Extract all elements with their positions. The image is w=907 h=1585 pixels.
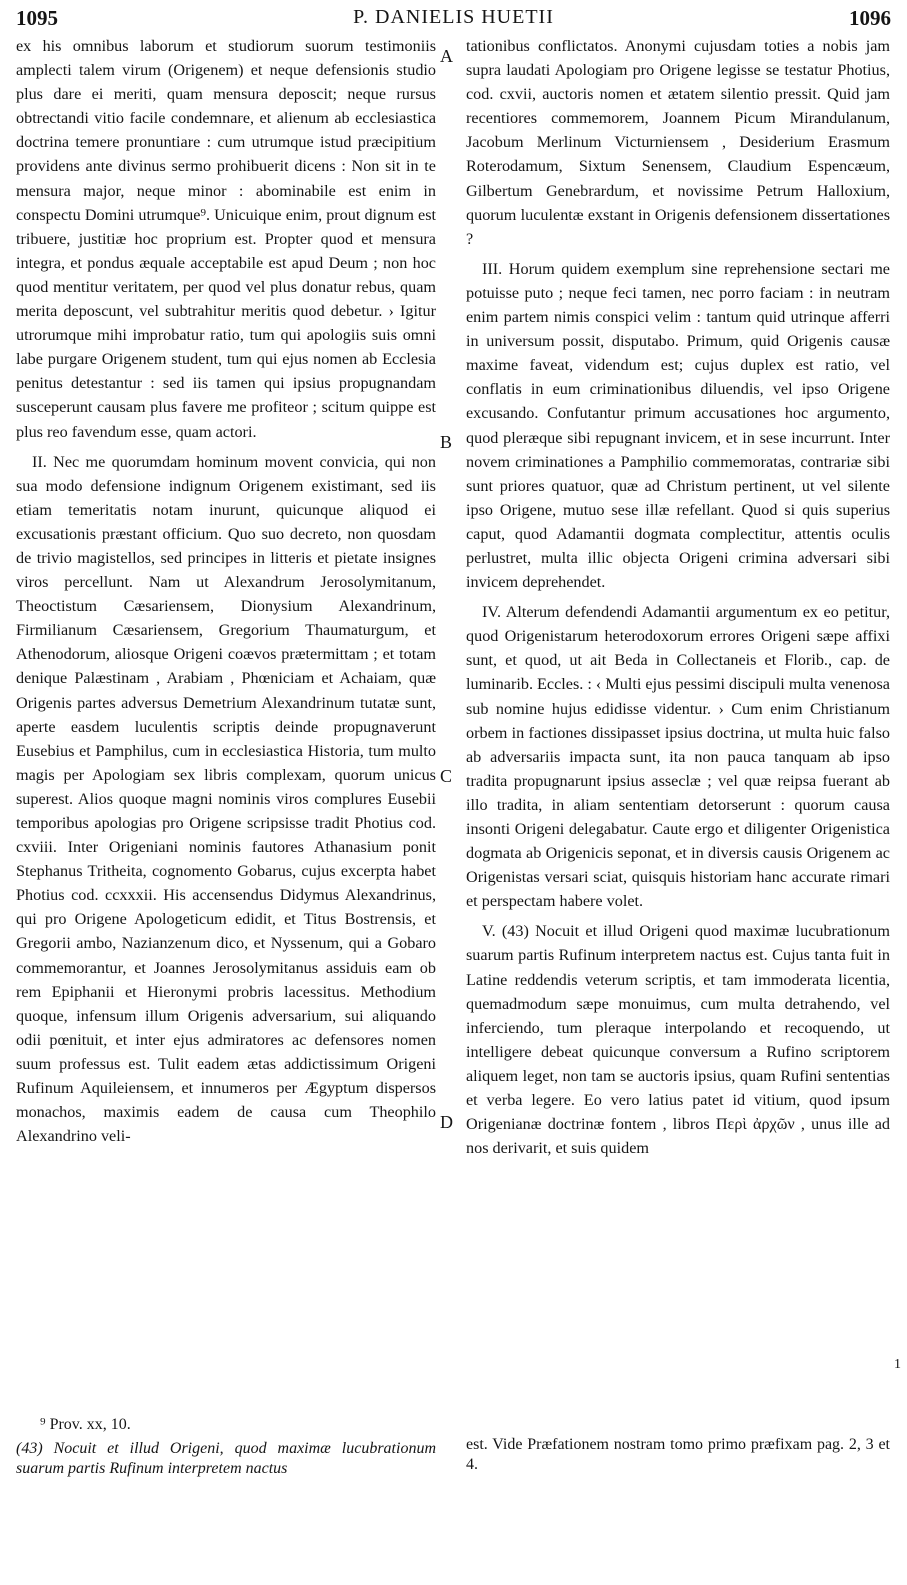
footnotes-right xyxy=(466,1435,890,1479)
page-number-right: 1096 xyxy=(849,6,891,30)
page-header xyxy=(16,4,891,34)
margin-letter-b: B xyxy=(440,432,453,452)
right-column xyxy=(466,34,890,1166)
margin-letter-c: C xyxy=(440,766,453,786)
footnotes-left xyxy=(16,1415,436,1483)
paragraph-left-2: II. Nec me quorumdam hominum movent convicia, qui non sua modo defensione indignum Origenem existimant, sed iis etiam temeritatis notam inurunt, quicunque aliquod ei excusationis præstant officium. Quo suo decreto, non quosdam de trivio magistellos, sed principes in litteris et pietate insignes viros percellunt. Nam ut Alexandrum Jerosolymitanum, Theoctistum Cæsariensem, Dionysium Alexandrinum, Firmilianum Cæsariensem, Gregorium Thaumaturgum, et Athenodorum, aliosque Origeni coævos prætermittam ; et totam denique Palæstinam , Arabiam , Phœniciam et Achaiam, quæ Origenis partes adversus Demetrium Alexandrinum tutatæ sunt, aperte easdem luculentis scriptis deinde propugnaverunt Eusebius et Pamphilus, cum in ecclesiastica Historia, tum multo magis per Apologiam sex libris complexam, quorum unicus superest. Alios quoque magni nominis viros complures Eusebii temporibus apologias pro Origene scripsisse tradit Photius cod. cxviii. Inter Origeniani nominis fautores Athanasium ponit Stephanus Tritheita, cognomento Gobarus, cujus excerpta habet Photius cod. ccxxxii. His accensendus Didymus Alexandrinus, qui pro Origene Apologeticum edidit, et Titus Bostrensis, et Gregorii ambo, Nazianzenum dico, et Nyssenum, qui a Gobaro commemorantur, et Joannes Jerosolymitanus assiduis eam ob rem Epiphanii et Hieronymi probris lacessitus. Methodium quoque, infensum illum Origenis adversarium, sui aliquando odii pœnituit, et inter ejus admiratores ac defensores nomen suum professus est. Tulit eadem ætas addictissimum Origeni Rufinum Aquileiensem, et innumeros per Ægyptum dispersos monachos, maximis eadem de causa cum Theophilo Alexandrino veli- xyxy=(16,452,436,1146)
left-column xyxy=(16,34,436,1154)
footnote-ref-9: ⁹ Prov. xx, 10. xyxy=(40,1416,131,1433)
paragraph-left-1: ex his omnibus laborum et studiorum suorum testimoniis amplecti talem virum (Origenem) et neque defensionis studio plus dare ei meriti, quam mensura deposcit; neque rursus obtrectandi vitio facile condemnare, et alienum ab ecclesiastica doctrina temere pronuntiare : cum utrumque istud præcipitium providens ante divinus sermo prohibuerit dicens : Non sit in te mensura major, neque minor : abominabile est enim in conspectu Domini utrumque⁹. Unicuique enim, prout dignum est tribuere, justitiæ hoc proprium est. Propter quod et mensura integra, et pondus æquale acceptabile est apud Deum ; non hoc quod mentitur veritatem, per quod vel plus donatur rebus, quam merita deposcunt, vel subtrahitur meritis quod debetur. › Igitur utrorumque mihi improbatur ratio, tum qui apologiis suis omni labe purgare Origenem student, tum qui ejus nomen ab Ecclesia penitus detestantur : sed iis tamen qui ipsius propugnandam susceperunt causam plus favere me profiteor ; scitum quippe est plus reo favendum esse, quam actori. xyxy=(16,37,436,441)
page-number-left: 1095 xyxy=(16,6,58,30)
paragraph-right-2: III. Horum quidem exemplum sine reprehensione sectari me potuisse puto ; neque feci tamen, nec porro faciam : in neutram enim partem nimis conspici velim : tantum quid utrinque afferri in universum possit, disputabo. Primum, quid Origenis causæ maxime faveat, videndum est; cujus duplex est ratio, vel conflatis in eum criminationibus diluendis, vel ipso Origene excusando. Confutantur primum accusationes hoc argumento, quod pleræque sibi repugnant invicem, et in sese incurrunt. Inter novem criminationes a Pamphilio commemoratas, contrariæ sibi sunt priores quatuor, quæ ad Christum pertinent, ut vel silente ipso Origene, mutuo sese illæ refellant. Quod si quis superius caput, quod Adamantii dogmata complectitur, attentis oculis perlustret, multa illic objecta Origeni crimina adversari sibi invicem deprehendet. xyxy=(466,259,890,592)
paragraph-right-4: V. (43) Nocuit et illud Origeni quod maximæ lucubrationum suarum partis Rufinum interpretem nactus est. Cujus tanta fuit in Latine reddendis veterum scriptis, et tam immoderata licentia, quemadmodum sæpe monuimus, cum multa detrahendo, vel inferciendo, tum pleraque interpolando et recoquendo, ut intelligere debeat quicunque conversum a Rufino scriptorem aliquem leget, non tam se auctoris ipsius, quam Rufini sententias et verba legere. Eo vero latius patet id vitium, quod ipsum Origenianæ doctrinæ fontem , libros Περὶ ἀρχῶν , unus ille ad nos derivarit, et suis quidem xyxy=(466,922,890,1158)
side-mark: 1 xyxy=(894,1357,901,1372)
margin-letter-a: A xyxy=(440,46,453,66)
running-title: P. DANIELIS HUETII xyxy=(353,6,554,28)
margin-letter-d: D xyxy=(440,1112,453,1132)
paragraph-right-1: tationibus conflictatos. Anonymi cujusdam toties a nobis jam supra laudati Apologiam pro Origene legisse se testatur Photius, cod. cxvii, auctoris nomen et ætatem silentio pressit. Quid jam recentiores commemorem, Joannem Picum Mirandulanum, Jacobum Merlinum Victurniensem , Desiderium Erasmum Roterodamum, Sixtum Senensem, Claudium Espencæum, Gilbertum Genebrardum, et novissime Petrum Halloxium, quorum luculentæ exstant in Origenis defensionem dissertationes ? xyxy=(466,37,890,248)
footnote-43-right: est. Vide Præfationem nostram tomo primo præfixam pag. 2, 3 et 4. xyxy=(466,1436,890,1473)
footnote-43-left: (43) Nocuit et illud Origeni, quod maximæ lucubrationum suarum partis Rufinum interpretem nactus xyxy=(16,1440,436,1477)
paragraph-right-3: IV. Alterum defendendi Adamantii argumentum ex eo petitur, quod Origenistarum heterodoxorum errores Origeni sæpe affixi sunt, et quod, ut ait Beda in Collectaneis et Florib., cap. de luminarib. Eccles. : ‹ Multi ejus pessimi discipuli multa venenosa sub nomine hujus edidisse videntur. › Cum enim Christianum orbem in factiones dissipasset ipsius doctrina, ut multa huic falso ab adversariis impacta sunt, ita non pauca tanquam ab ipso tradita propugnarunt ipsius asseclæ ; vel quæ reipsa fuerant ab illo tradita, in aliam sententiam detorserunt : quorum causa insonti Origeni delegabatur. Caute ergo et diligenter Origenistica dogmata ab Origenicis seponat, et in diversis causis Origenem ac Origenistas versari sciat, quisquis historiam hanc accurate rimari et perspectam habere volet. xyxy=(466,603,890,911)
